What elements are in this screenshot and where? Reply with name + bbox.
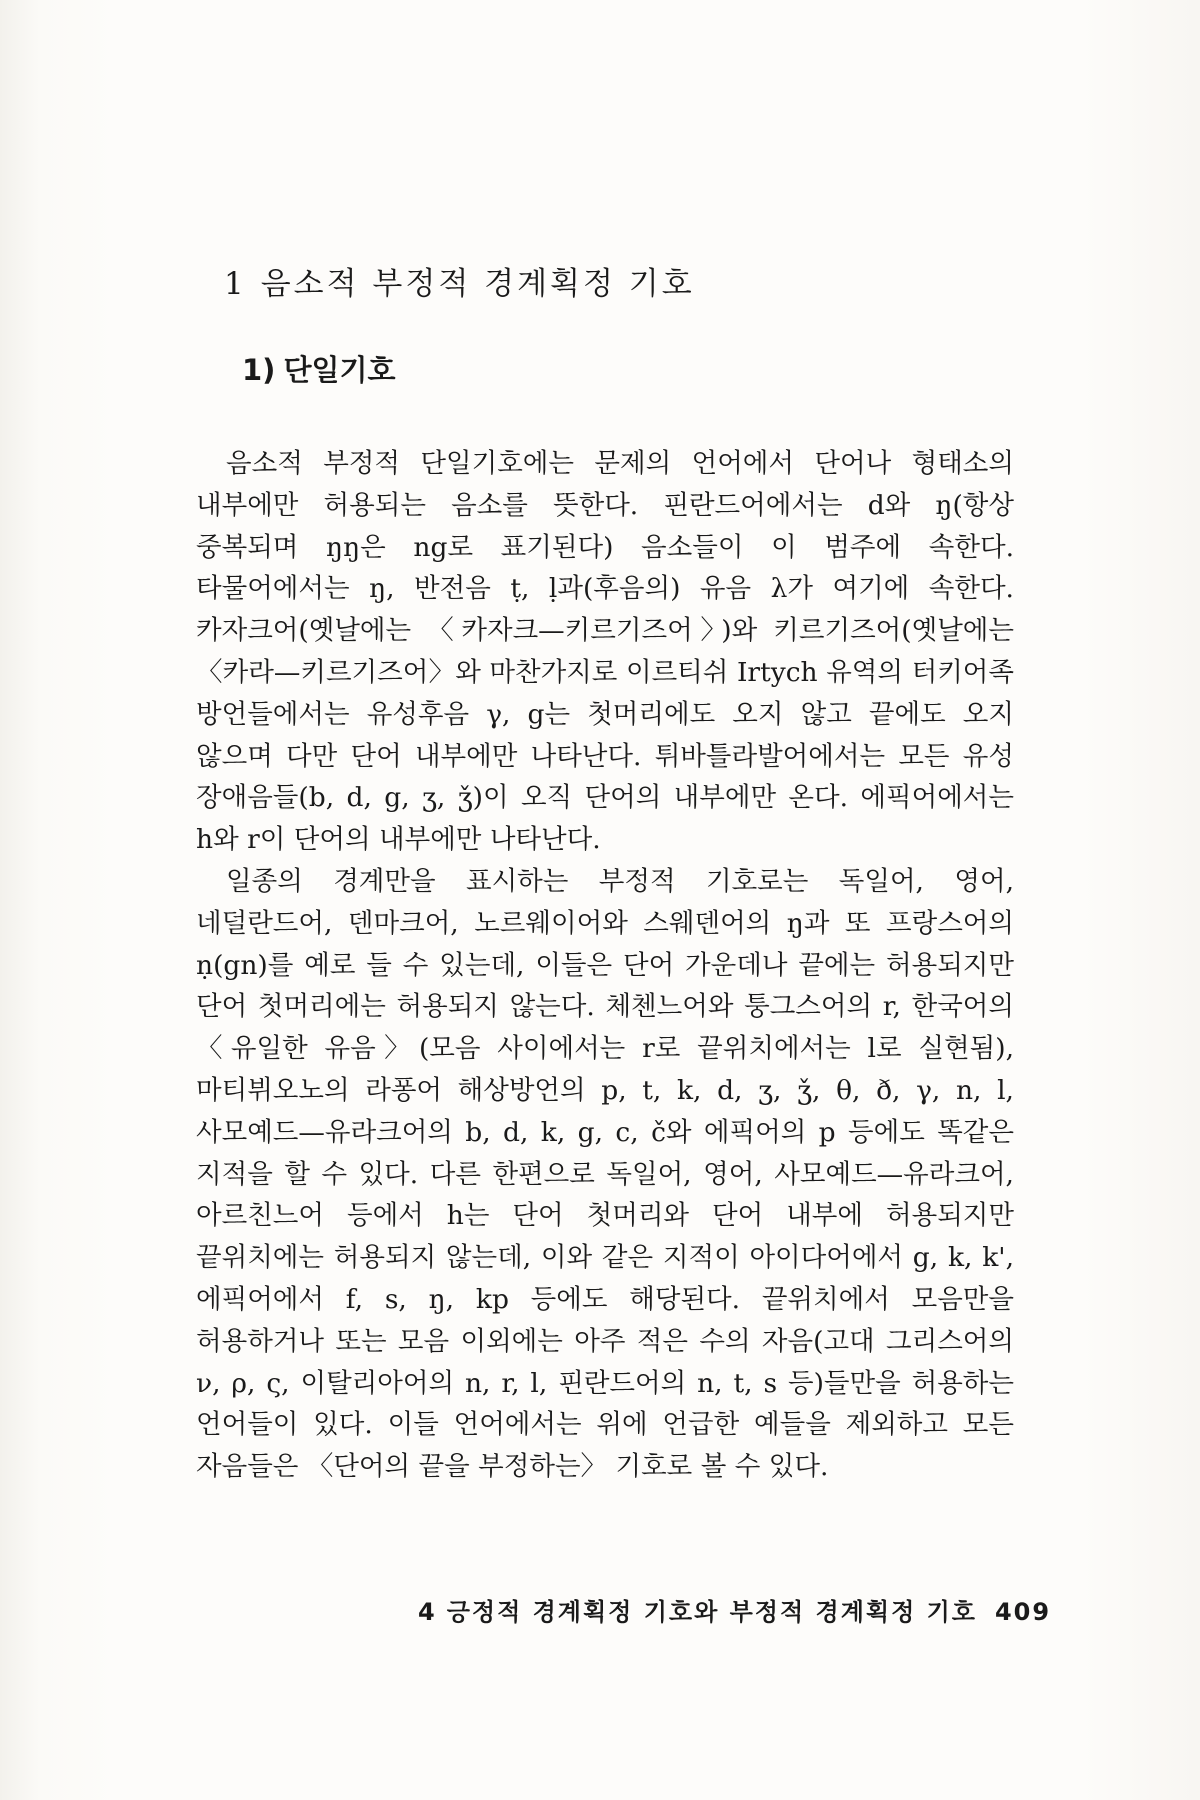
running-footer — [418, 1592, 1051, 1627]
paragraph: 음소적 부정적 단일기호에는 문제의 언어에서 단어나 형태소의 내부에만 허용되는 음소를 뜻한다. 핀란드어에서는 d와 ŋ(항상 중복되며 ŋŋ은 ng로 표기된다) 음소들이 이 범주에 속한다. 타물어에서는 ŋ, 반전음 ṭ, ḷ과(후음의) 유음 λ가 여기에 속한다. 카자크어(옛날에는 〈카자크—키르기즈어〉)와 키르기즈어(옛날에는 〈카라—키르기즈어〉와 마찬가지로 이르티쉬 Irtych 유역의 터키어족 방언들에서는 유성후음 γ, g는 첫머리에도 오지 않고 끝에도 오지 않으며 다만 단어 내부에만 나타난다. 튀바틀라발어에서는 모든 유성 장애음들(b, d, g, ʒ, ǯ)이 오직 단어의 내부에만 온다. 에픽어에서는 h와 r이 단어의 내부에만 나타난다. — [196, 448, 1014, 856]
footer-chapter-title: 긍정적 경계획정 기호와 부정적 경계획정 기호 — [446, 1598, 977, 1626]
section-title: 음소적 부정적 경계획정 기호 — [260, 266, 695, 302]
section-number: 1 — [224, 266, 247, 302]
footer-chapter-number: 4 — [418, 1598, 437, 1626]
subsection-title: 단일기호 — [283, 353, 396, 387]
paragraph: 일종의 경계만을 표시하는 부정적 기호로는 독일어, 영어, 네덜란드어, 덴마크어, 노르웨이어와 스웨덴어의 ŋ과 또 프랑스어의 ṇ(gn)를 예로 들 수 있는데, 이들은 단어 가운데나 끝에는 허용되지만 단어 첫머리에는 허용되지 않는다. 체첸느어와 퉁그스어의 r, 한국어의 〈유일한 유음〉(모음 사이에서는 r로 끝위치에서는 l로 실현됨), 마티뷔오노의 라퐁어 해상방언의 p, t, k, d, ʒ, ǯ, θ, ð, γ, n, l, 사모예드—유라크어의 b, d, k, g, c, č와 에픽어의 p 등에도 똑같은 지적을 할 수 있다. 다른 한편으로 독일어, 영어, 사모예드—유라크어, 아르친느어 등에서 h는 단어 첫머리와 단어 내부에 허용되지만 끝위치에는 허용되지 않는데, 이와 같은 지적이 아이다어에서 g, k, k', 에픽어에서 f, s, ŋ, kp 등에도 해당된다. 끝위치에서 모음만을 허용하거나 또는 모음 이외에는 아주 적은 수의 자음(고대 그리스어의 ν, ρ, ς, 이탈리아어의 n, r, l, 핀란드어의 n, t, s 등)들만을 허용하는 언어들이 있다. 이들 언어에서는 위에 언급한 예들을 제외하고 모든 자음들은 〈단어의 끝을 부정하는〉 기호로 볼 수 있다. — [196, 865, 1014, 1483]
subsection-heading — [242, 348, 396, 389]
page-number: 409 — [994, 1598, 1052, 1626]
body-text — [196, 443, 1014, 1488]
subsection-number: 1) — [242, 353, 276, 387]
section-heading — [224, 258, 695, 303]
